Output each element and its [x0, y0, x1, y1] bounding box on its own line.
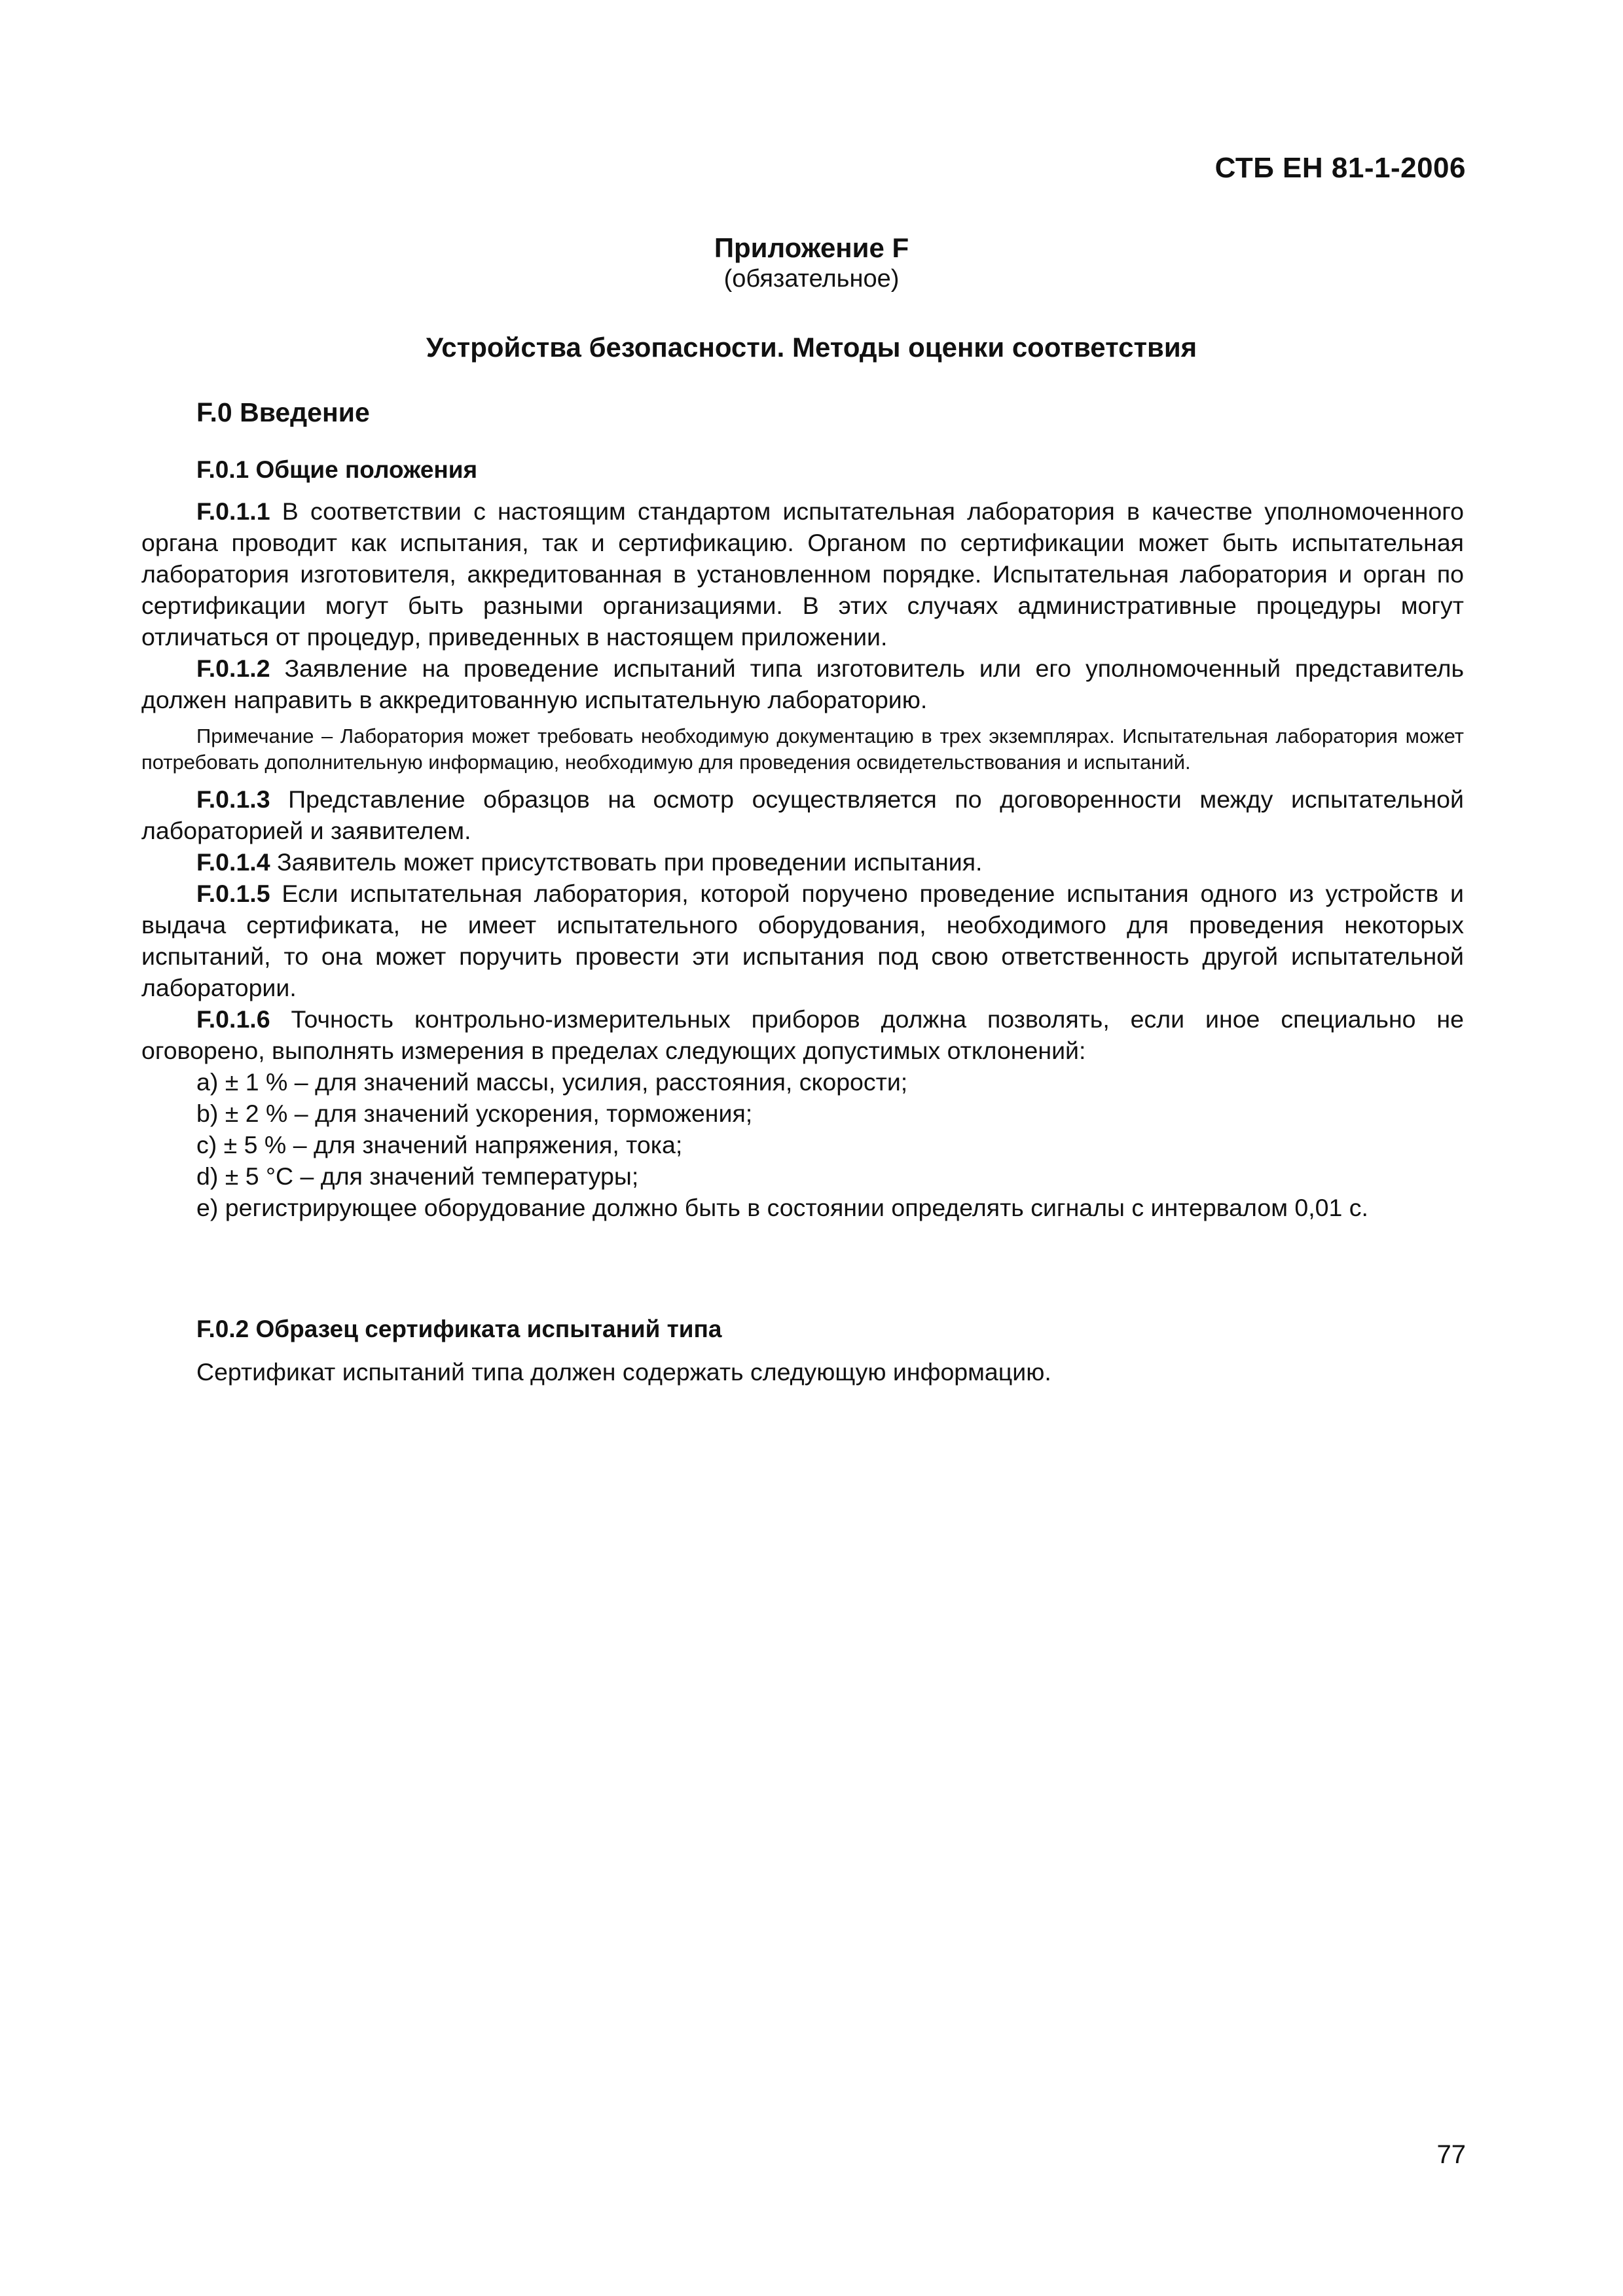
- clause-number: F.0.1.3: [196, 785, 270, 813]
- note: Примечание – Лаборатория может требовать необходимую документацию в трех экземплярах. Испытательная лаборатория может потребовать дополнительную информацию, необходимую для проведения освидетельствования и испытаний.: [141, 725, 1464, 774]
- clause-text: Представление образцов на осмотр осуществляется по договоренности между испытательной лабораторией и заявителем.: [141, 785, 1464, 844]
- list-item-b: b) ± 2 % – для значений ускорения, торможения;: [196, 1100, 753, 1127]
- paragraph-f014: [141, 846, 1464, 878]
- clause-text: Если испытательная лаборатория, которой поручено проведение испытания одного из устройств и выдача сертификата, не имеет испытательного оборудования, необходимого для проведения некоторых испытаний, то она может поручить провести эти испытания под свою ответственность другой испытательной лаборатории.: [141, 880, 1464, 1001]
- clause-number: F.0.1.2: [196, 655, 270, 682]
- section-f02-body: [141, 1356, 1464, 1388]
- list-item-c: c) ± 5 % – для значений напряжения, тока;: [196, 1131, 683, 1158]
- clause-text: Заявление на проведение испытаний типа изготовитель или его уполномоченный представитель должен направить в аккредитованную испытательную лабораторию.: [141, 655, 1464, 713]
- annex-status: (обязательное): [723, 265, 900, 293]
- paragraph-f015: [141, 878, 1464, 1003]
- annex-title: Приложение F: [714, 232, 909, 263]
- document-code: СТБ ЕН 81-1-2006: [1214, 152, 1466, 184]
- paragraph-f02: Сертификат испытаний типа должен содержать следующую информацию.: [196, 1358, 1051, 1386]
- list-item-d: d) ± 5 °С – для значений температуры;: [196, 1162, 639, 1190]
- page-number: 77: [1436, 2140, 1466, 2169]
- section-heading-f02: F.0.2 Образец сертификата испытаний типа: [196, 1316, 722, 1342]
- annex-subject: Устройства безопасности. Методы оценки соответствия: [426, 332, 1197, 363]
- clause-text: В соответствии с настоящим стандартом испытательная лаборатория в качестве уполномоченного органа проводит как испытания, так и сертификацию. Органом по сертификации может быть испытательная лаборатория изготовителя, аккредитованная в установленном порядке. Испытательная лаборатория и орган по сертификации могут быть разными организациями. В этих случаях административные процедуры могут отличаться от процедур, приведенных в настоящем приложении.: [141, 497, 1464, 651]
- clause-number: F.0.1.1: [196, 497, 270, 525]
- section-heading-f0: F.0 Введение: [196, 397, 370, 427]
- paragraph-f016: [141, 1003, 1464, 1066]
- clause-number: F.0.1.4: [196, 848, 270, 876]
- paragraph-f011: [141, 495, 1464, 653]
- clause-number: F.0.1.5: [196, 880, 270, 907]
- list-item-a: a) ± 1 % – для значений массы, усилия, расстояния, скорости;: [196, 1068, 908, 1096]
- clause-text: Точность контрольно-измерительных приборов должна позволять, если иное специально не оговорено, выполнять измерения в пределах следующих допустимых отклонений:: [141, 1005, 1464, 1064]
- paragraph-f013: [141, 783, 1464, 846]
- clause-number: F.0.1.6: [196, 1005, 270, 1033]
- section-f01-body: [141, 495, 1464, 1223]
- paragraph-f012: [141, 653, 1464, 715]
- list-item-e: e) регистрирующее оборудование должно быть в состоянии определять сигналы с интервалом 0,01 с.: [196, 1194, 1368, 1221]
- section-heading-f01: F.0.1 Общие положения: [196, 456, 478, 483]
- clause-text: Заявитель может присутствовать при проведении испытания.: [270, 848, 983, 876]
